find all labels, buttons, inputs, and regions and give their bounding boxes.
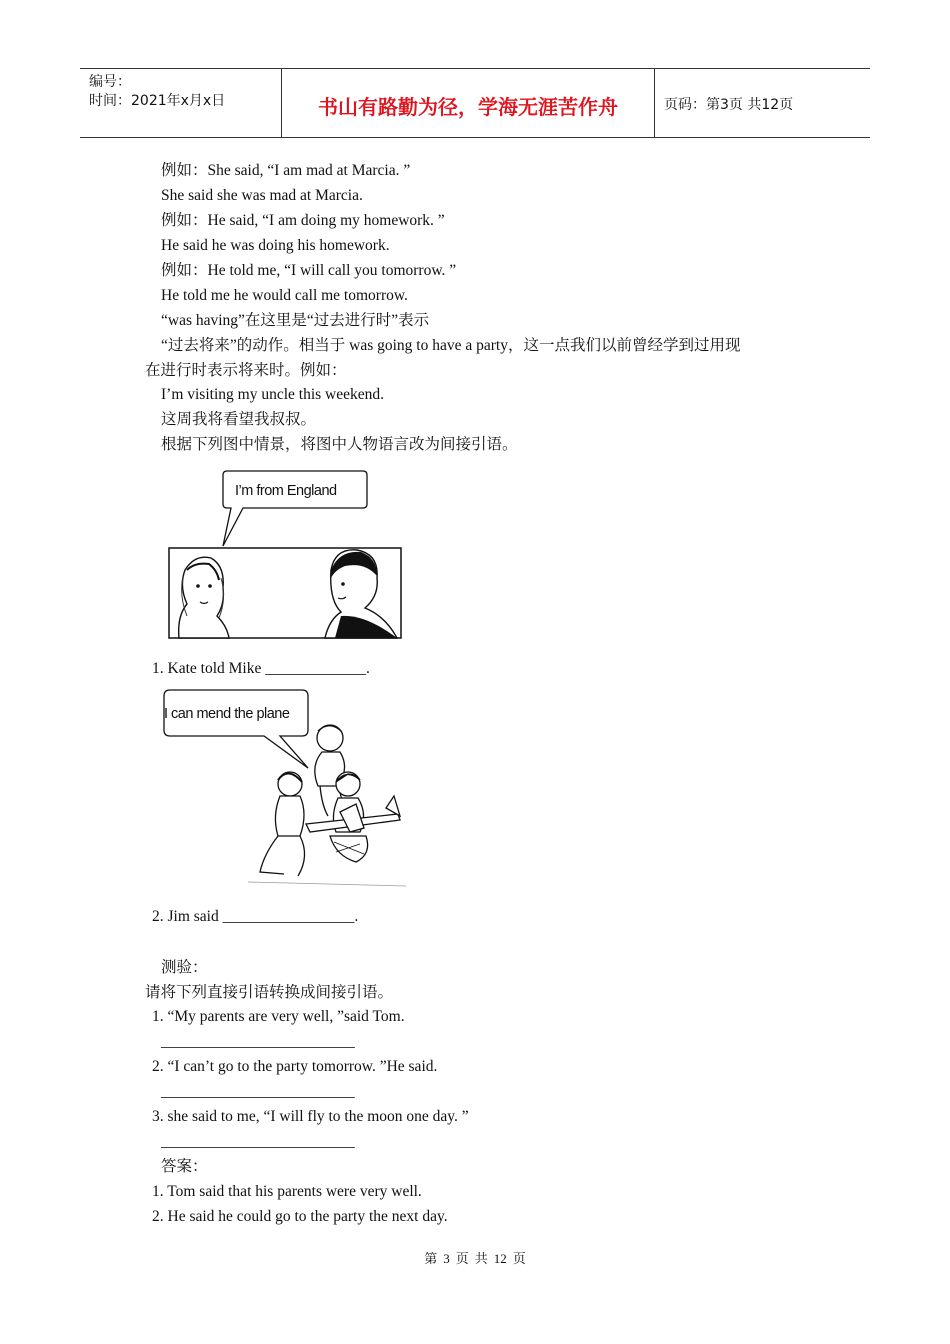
footer-text: 第: [424, 1251, 438, 1266]
quiz-item: 1. “My parents are very well, ”said Tom.: [152, 1008, 405, 1025]
example-line: I’m visiting my uncle this weekend.: [161, 386, 384, 403]
page-header: [80, 68, 870, 138]
answer-blank: _________________________: [161, 1083, 355, 1100]
example-line: He told me he would call me tomorrow.: [161, 287, 408, 304]
girl-figure: [260, 772, 305, 876]
translation-line: 这周我将看望我叔叔。: [161, 411, 317, 428]
answer-item: 2. He said he could go to the party the next day.: [152, 1208, 448, 1225]
footer-text: 页: [455, 1251, 469, 1266]
answers-title: 答案：: [161, 1158, 208, 1175]
answer-blank: _________________________: [161, 1133, 355, 1150]
footer-text: 共: [474, 1251, 488, 1266]
example-line: 例如：He said, “I am doing my homework. ”: [161, 212, 445, 229]
number-label: 编号：: [89, 74, 131, 90]
page-footer: [0, 1248, 950, 1267]
footer-total-pages: 12: [493, 1251, 507, 1266]
explanation-line: “过去将来”的动作。相当于 was going to have a party，这一点我们以前曾经学到过用现: [161, 337, 741, 354]
time-label: 时间：2021年x月x日: [89, 93, 226, 109]
answer-blank: _________________________: [161, 1033, 355, 1050]
quiz-item: 2. “I can’t go to the party tomorrow. ”He said.: [152, 1058, 438, 1075]
example-line: She said she was mad at Marcia.: [161, 187, 363, 204]
girl-figure: [179, 557, 229, 638]
header-motto: 书山有路勤为径，学海无涯苦作舟: [282, 69, 655, 137]
footer-text: 页: [512, 1251, 526, 1266]
quiz-title: 测验：: [161, 959, 208, 976]
figure-kate-mike: [165, 466, 405, 644]
header-page-info: 页码：第3页 共12页: [664, 97, 794, 113]
speech-bubble-text: I’m from England: [235, 483, 337, 499]
footer-page-number: 3: [443, 1251, 450, 1266]
speech-bubble: [164, 690, 308, 768]
example-line: 例如：He told me, “I will call you tomorrow. ”: [161, 262, 457, 279]
ground-line: [248, 882, 406, 886]
explanation-line: 在进行时表示将来时。例如：: [145, 362, 347, 379]
task-instruction: 根据下列图中情景，将图中人物语言改为间接引语。: [161, 436, 518, 453]
exercise-question: 1. Kate told Mike _____________.: [152, 660, 370, 677]
explanation-line: “was having”在这里是“过去进行时”表示: [161, 312, 430, 329]
figure-jim-plane: [160, 686, 410, 894]
exercise-question: 2. Jim said _________________.: [152, 908, 359, 925]
quiz-item: 3. she said to me, “I will fly to the moon one day. ”: [152, 1108, 469, 1125]
header-meta: [80, 69, 282, 137]
speech-bubble-text: I can mend the plane: [164, 706, 290, 722]
answer-item: 1. Tom said that his parents were very well.: [152, 1183, 422, 1200]
example-line: He said he was doing his homework.: [161, 237, 390, 254]
quiz-instruction: 请将下列直接引语转换成间接引语。: [145, 984, 394, 1001]
example-line: 例如：She said, “I am mad at Marcia. ”: [161, 162, 411, 179]
